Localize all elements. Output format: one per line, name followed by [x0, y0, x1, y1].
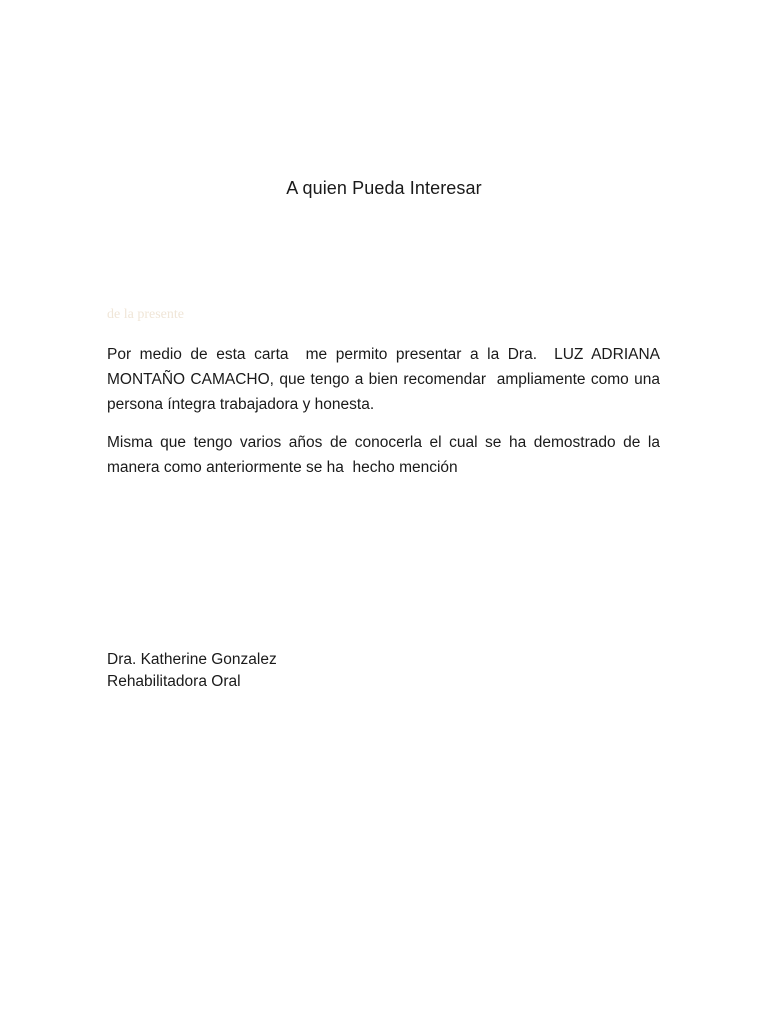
signature-role: Rehabilitadora Oral — [107, 673, 241, 690]
paragraph-text: Por medio de esta carta me permito presentar a la Dra. LUZ ADRIANA MONTAÑO CAMACHO, que tengo a bien recomendar ampliamente como una persona íntegra trabajadora y honesta. — [107, 346, 665, 413]
paragraph-acquaintance — [107, 430, 665, 480]
signature-name: Dra. Katherine Gonzalez — [107, 651, 277, 668]
signature-block — [107, 649, 277, 693]
paragraph-text: Misma que tengo varios años de conocerla el cual se ha demostrado de la manera como anteriormente se ha hecho mención — [107, 434, 665, 476]
letter-title: A quien Pueda Interesar — [286, 178, 482, 198]
paragraph-introduction — [107, 342, 665, 417]
faint-note: de la presente — [107, 307, 184, 322]
